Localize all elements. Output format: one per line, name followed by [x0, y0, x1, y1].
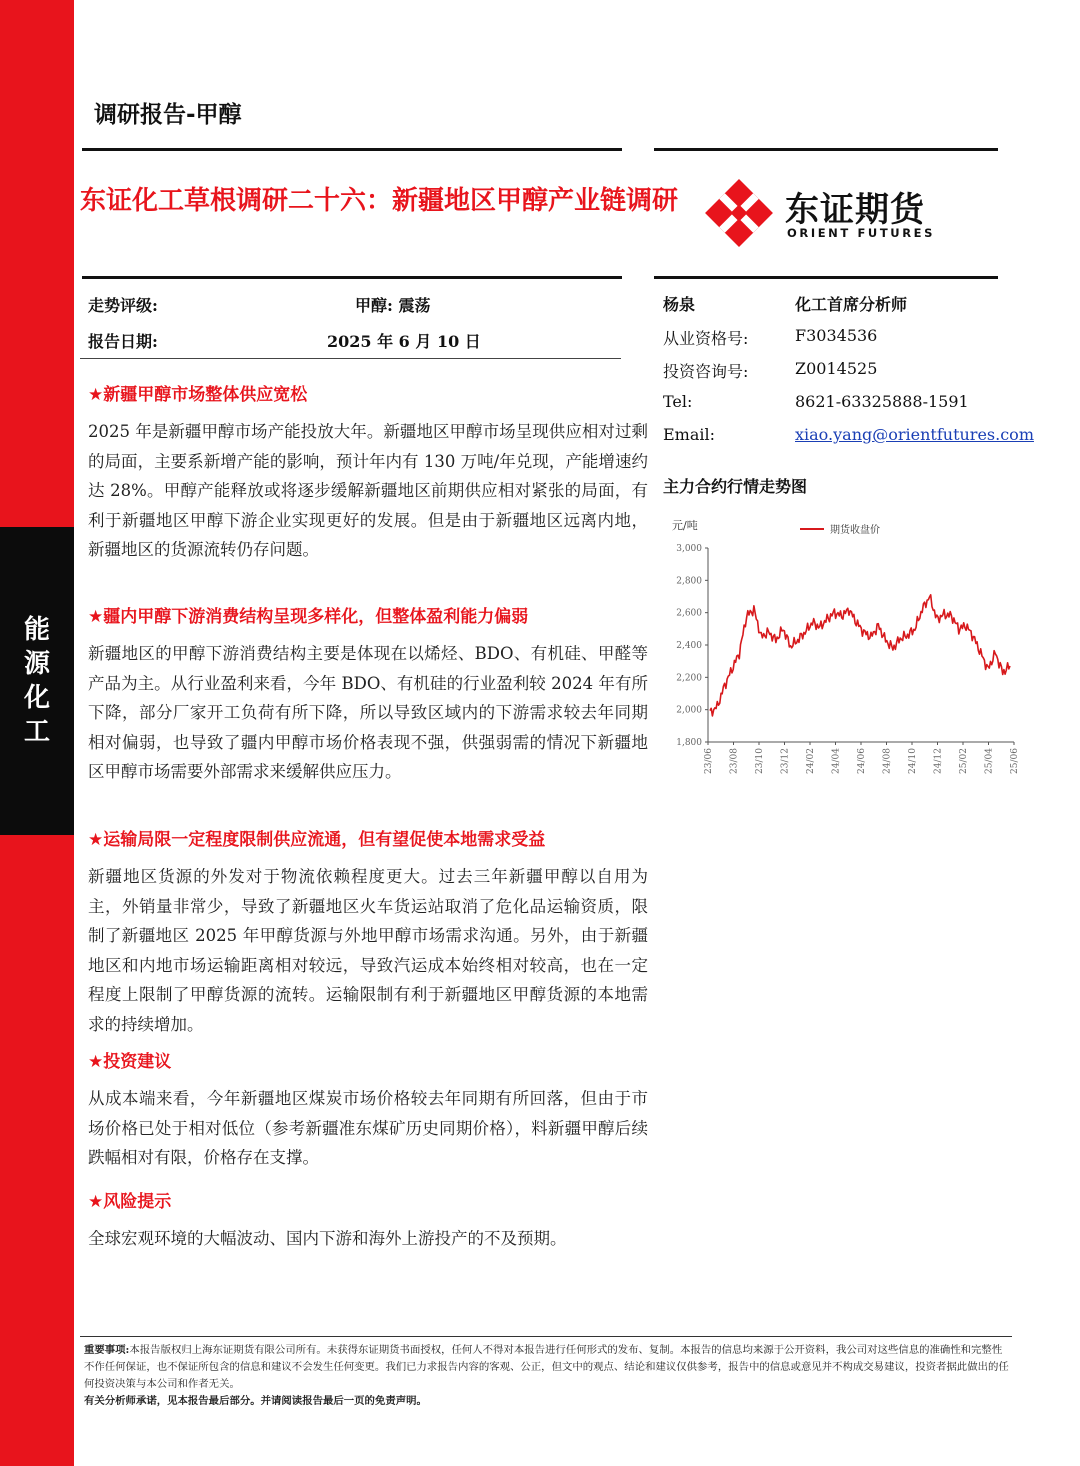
y-tick-label: 2,800 [676, 576, 702, 587]
rating-label: 走势评级: [88, 296, 158, 315]
x-tick-label: 25/02 [959, 748, 969, 774]
x-tick-label: 25/06 [1010, 748, 1020, 774]
x-tick-label: 24/12 [933, 748, 944, 774]
notice-label: 重要事项: [84, 1344, 130, 1356]
section-body-demand: 新疆地区的甲醇下游消费结构主要是体现在以烯烃、BDO、有机硅、甲醛等产品为主。从行业盈利来看，今年 BDO、有机硅的行业盈利较 2024 年有所下降，部分厂家开工负荷有所下降，所以导致区域内的下游需求较去年同期相对偏弱，也导致了疆内甲醇市场价格表现不强，供强弱需的情况下新疆地区甲醇市场需要外部需求来缓解供应压力。 [88, 644, 648, 781]
meta-divider [80, 358, 621, 359]
y-tick-label: 2,600 [676, 608, 702, 619]
consult-value: Z0014525 [795, 359, 878, 378]
section-heading-risk: ★风险提示 [88, 1192, 172, 1212]
analyst-name: 杨泉 [663, 295, 696, 314]
y-tick-label: 1,800 [676, 738, 702, 748]
x-tick-label: 24/08 [882, 748, 893, 774]
x-tick-label: 23/12 [780, 748, 791, 774]
x-tick-label: 23/10 [755, 748, 765, 774]
header-rule-right [654, 148, 998, 151]
rating-value: 甲醇: 震荡 [355, 296, 431, 315]
qualification-value: F3034536 [795, 326, 878, 345]
section-body-supply: 2025 年是新疆甲醇市场产能投放大年。新疆地区甲醇市场呈现供应相对过剩的局面，主要系新增产能的影响，预计年内有 130 万吨/年兑现，产能增速约达 28%。甲醇产能释放或将逐步缓解新疆地区前期供应相对紧张的局面，有利于新疆地区甲醇下游企业实现更好的发展。但是由于新疆地区远离内地，新疆地区的货源流转仍存问题。 [88, 422, 648, 559]
title-rule-right [654, 276, 998, 279]
notice-last-line: 有关分析师承诺，见本报告最后部分。并请阅读报告最后一页的免责声明。 [84, 1395, 427, 1407]
x-tick-label: 25/04 [984, 748, 995, 774]
section-heading-supply: ★新疆甲醇市场整体供应宽松 [88, 385, 308, 405]
x-tick-label: 24/04 [831, 748, 842, 774]
tel-label: Tel: [663, 392, 693, 411]
chart-title: 主力合约行情走势图 [663, 477, 808, 496]
logo-text-en: ORIENT FUTURES [787, 226, 936, 240]
report-type-label: 调研报告-甲醇 [94, 102, 242, 128]
series-line-close-price [710, 595, 1010, 716]
title-rule-left [82, 276, 622, 279]
email-link[interactable]: xiao.yang@orientfutures.com [795, 425, 1034, 444]
date-label: 报告日期: [88, 332, 158, 351]
section-body-investment: 从成本端来看，今年新疆地区煤炭市场价格较去年同期有所回落，但由于市场价格已处于相对低位（参考新疆准东煤矿历史同期价格），料新疆甲醇后续跌幅相对有限，价格存在支撑。 [88, 1089, 648, 1167]
x-tick-label: 24/06 [857, 748, 867, 774]
legend-label: 期货收盘价 [830, 525, 880, 536]
tel-value: 8621-63325888-1591 [795, 392, 969, 411]
date-value: 2025 年 6 月 10 日 [327, 332, 481, 351]
y-axis-unit-label: 元/吨 [672, 519, 698, 532]
qualification-label: 从业资格号: [663, 329, 749, 348]
y-tick-label: 2,200 [676, 673, 702, 684]
analyst-role: 化工首席分析师 [795, 295, 908, 314]
header-rule-left [82, 148, 622, 151]
y-tick-label: 2,400 [676, 641, 702, 651]
logo-text-cn: 东证期货 [785, 190, 925, 230]
section-heading-transport: ★运输局限一定程度限制供应流通，但有望促使本地需求受益 [88, 830, 546, 850]
legal-notice [84, 1342, 1012, 1410]
price-trend-chart [660, 505, 1020, 805]
section-body-transport: 新疆地区货源的外发对于物流依赖程度更大。过去三年新疆甲醇以自用为主，外销量非常少，导致了新疆地区火车货运站取消了危化品运输资质，限制了新疆地区 2025 年甲醇货源与外地甲醇市场需求沟通。另外，由于新疆地区和内地市场运输距离相对较远，导致汽运成本始终相对较高，也在一定程度上限制了甲醇货源的流转。运输限制有利于新疆地区甲醇货源的本地需求的持续增加。 [88, 867, 648, 1034]
x-tick-label: 23/08 [729, 748, 740, 774]
report-title: 东证化工草根调研二十六：新疆地区甲醇产业链调研 [80, 186, 679, 216]
company-logo [703, 178, 1003, 248]
consult-label: 投资咨询号: [663, 362, 749, 381]
section-heading-investment: ★投资建议 [88, 1052, 172, 1072]
section-heading-demand: ★疆内甲醇下游消费结构呈现多样化，但整体盈利能力偏弱 [88, 607, 529, 627]
section-body-risk: 全球宏观环境的大幅波动、国内下游和海外上游投产的不及预期。 [88, 1229, 567, 1248]
sidebar-category-label: 能源化工 [23, 615, 50, 747]
x-tick-label: 24/10 [908, 748, 918, 774]
y-tick-label: 2,000 [676, 705, 702, 716]
sidebar-category-block [0, 527, 74, 835]
y-tick-label: 3,000 [676, 544, 702, 554]
x-tick-label: 24/02 [806, 748, 816, 774]
notice-divider [80, 1336, 1012, 1337]
notice-text: 本报告版权归上海东证期货有限公司所有。未获得东证期货书面授权，任何人不得对本报告进行任何形式的发布、复制。本报告的信息均来源于公开资料，我公司对这些信息的准确性和完整性不作任何保证，也不保证所包含的信息和建议不会发生任何变更。我们已力求报告内容的客观、公正，但文中的观点、结论和建议仅供参考，报告中的信息或意见并不构成交易建议，投资者据此做出的任何投资决策与本公司和作者无关。 [84, 1344, 1009, 1390]
logo-mark-icon [703, 178, 775, 248]
email-label: Email: [663, 425, 716, 444]
x-tick-label: 23/06 [704, 748, 714, 774]
